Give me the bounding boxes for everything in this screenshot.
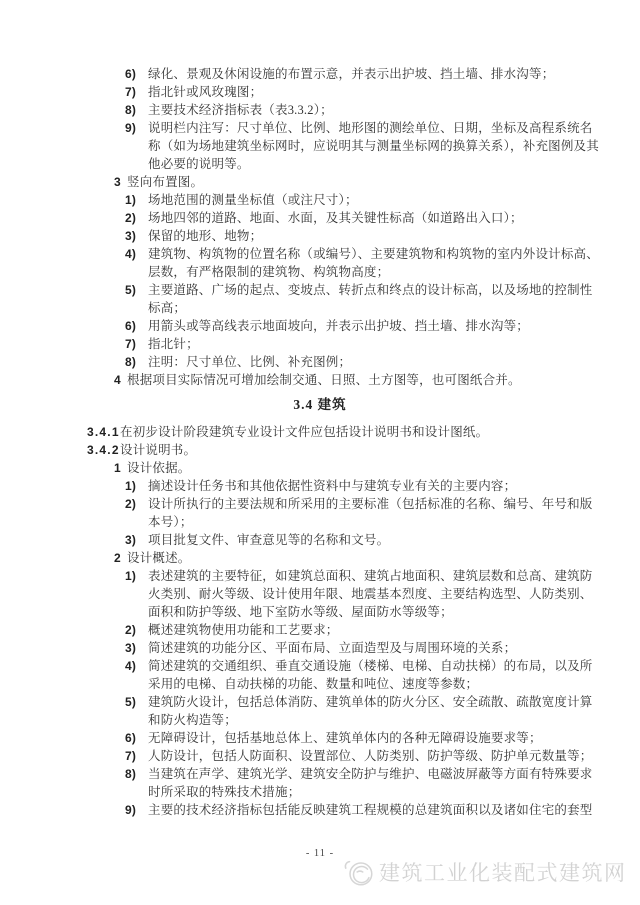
- document-line: [114, 371, 640, 389]
- document-body: [0, 65, 640, 819]
- list-number: 6): [125, 731, 137, 745]
- document-line: [87, 441, 640, 459]
- line-text: 时所采取的特殊技术措施；: [148, 785, 301, 799]
- list-number: 1: [114, 461, 121, 475]
- document-line: [125, 657, 640, 675]
- line-text: 设计说明书。: [120, 443, 197, 457]
- line-text: 绿化、景观及休闲设施的布置示意，并表示出护坡、挡土墙、排水沟等；: [148, 67, 555, 81]
- document-line: [148, 263, 640, 281]
- list-number: 4): [125, 247, 137, 261]
- list-number: 3): [125, 229, 137, 243]
- line-text: 表述建筑的主要特征，如建筑总面积、建筑占地面积、建筑层数和总高、建筑防: [148, 569, 593, 583]
- line-text: 注明：尺寸单位、比例、补充图例；: [148, 355, 352, 369]
- list-number: 2: [114, 551, 121, 565]
- line-text: 竖向布置图。: [127, 175, 204, 189]
- line-text: 建筑防火设计，包括总体消防、建筑单体的防火分区、安全疏散、疏散宽度计算: [148, 695, 593, 709]
- document-line: [125, 531, 640, 549]
- line-text: 层数，有严格限制的建筑物、构筑物高度；: [148, 265, 390, 279]
- list-number: 2): [125, 211, 137, 225]
- list-number: 2): [125, 497, 137, 511]
- document-line: [148, 675, 640, 693]
- document-line: [148, 299, 640, 317]
- line-text: 建筑物、构筑物的位置名称（或编号）、主要建筑物和构筑物的室内外设计标高、: [148, 247, 599, 261]
- line-text: 主要技术经济指标表（表3.3.2）；: [148, 103, 333, 117]
- document-line: [125, 353, 640, 371]
- list-number: 8): [125, 103, 137, 117]
- line-text: 用箭头或等高线表示地面坡向，并表示出护坡、挡土墙、排水沟等；: [148, 319, 530, 333]
- page-number: - 11 -: [305, 848, 335, 859]
- line-text: 指北针；: [148, 337, 199, 351]
- line-text: 场地范围的测量坐标值（或注尺寸）；: [148, 193, 358, 207]
- document-line: [148, 137, 640, 155]
- list-number: 1): [125, 479, 137, 493]
- document-line: [125, 245, 640, 263]
- document-line: [148, 603, 640, 621]
- line-text: 无障碍设计，包括基地总体上、建筑单体内的各种无障碍设施要求等；: [148, 731, 542, 745]
- line-text: 3.4 建筑: [293, 397, 347, 412]
- swirl-logo-icon: [342, 855, 376, 889]
- document-line: [125, 567, 640, 585]
- line-text: 设计依据。: [127, 461, 191, 475]
- document-line: [87, 423, 640, 441]
- list-number: 7): [125, 85, 137, 99]
- document-line: [114, 173, 640, 191]
- document-line: [125, 477, 640, 495]
- document-line: [125, 191, 640, 209]
- document-line: [125, 765, 640, 783]
- watermark: [342, 855, 627, 889]
- list-number: 6): [125, 67, 137, 81]
- document-line: [125, 693, 640, 711]
- line-text: 面积和防护等级、地下室防水等级、屋面防水等级等；: [148, 605, 453, 619]
- list-number: 3.4.2: [87, 443, 120, 457]
- line-text: 设计概述。: [127, 551, 191, 565]
- list-number: 3): [125, 641, 137, 655]
- document-line: [114, 549, 640, 567]
- line-text: 他必要的说明等。: [148, 157, 250, 171]
- document-line: [125, 65, 640, 83]
- line-text: 概述建筑物使用功能和工艺要求；: [148, 623, 339, 637]
- line-text: 设计所执行的主要法规和所采用的主要标准（包括标准的名称、编号、年号和版: [148, 497, 593, 511]
- line-text: 本号）；: [148, 515, 193, 529]
- list-number: 8): [125, 355, 137, 369]
- line-text: 简述建筑的交通组织、垂直交通设施（楼梯、电梯、自动扶梯）的布局，以及所: [148, 659, 593, 673]
- document-line: [125, 747, 640, 765]
- document-line: [114, 459, 640, 477]
- line-text: 根据项目实际情况可增加绘制交通、日照、土方图等，也可图纸合并。: [127, 373, 521, 387]
- list-number: 4): [125, 659, 137, 673]
- list-number: 7): [125, 749, 137, 763]
- document-line: [148, 585, 640, 603]
- document-line: [148, 513, 640, 531]
- line-text: 主要道路、广场的起点、变坡点、转折点和终点的设计标高，以及场地的控制性: [148, 283, 593, 297]
- document-line: [148, 783, 640, 801]
- document-line: [125, 621, 640, 639]
- line-text: 人防设计，包括人防面积、设置部位、人防类别、防护等级、防护单元数量等；: [148, 749, 593, 763]
- document-line: [125, 281, 640, 299]
- document-line: [125, 209, 640, 227]
- list-number: 3.4.1: [87, 425, 120, 439]
- document-line: [125, 335, 640, 353]
- list-number: 1): [125, 569, 137, 583]
- line-text: 和防火构造等；: [148, 713, 237, 727]
- line-text: 火类别、耐火等级、设计使用年限、地震基本烈度、主要结构选型、人防类别、: [148, 587, 593, 601]
- line-text: 在初步设计阶段建筑专业设计文件应包括设计说明书和设计图纸。: [120, 425, 489, 439]
- line-text: 指北针或风玫瑰图；: [148, 85, 263, 99]
- document-line: [125, 119, 640, 137]
- line-text: 当建筑在声学、建筑光学、建筑安全防护与维护、电磁波屏蔽等方面有特殊要求: [148, 767, 593, 781]
- section-heading: [0, 396, 640, 414]
- line-text: 保留的地形、地物；: [148, 229, 263, 243]
- line-text: 说明栏内注写：尺寸单位、比例、地形图的测绘单位、日期，坐标及高程系统名: [148, 121, 593, 135]
- document-line: [148, 711, 640, 729]
- line-text: 摘述设计任务书和其他依据性资料中与建筑专业有关的主要内容；: [148, 479, 517, 493]
- document-line: [125, 801, 640, 819]
- list-number: 5): [125, 695, 137, 709]
- list-number: 2): [125, 623, 137, 637]
- list-number: 8): [125, 767, 137, 781]
- list-number: 4: [114, 373, 121, 387]
- list-number: 5): [125, 283, 137, 297]
- list-number: 7): [125, 337, 137, 351]
- document-line: [125, 227, 640, 245]
- document-line: [125, 101, 640, 119]
- line-text: 场地四邻的道路、地面、水面，及其关键性标高（如道路出入口）；: [148, 211, 523, 225]
- line-text: 项目批复文件、审查意见等的名称和文号。: [148, 533, 390, 547]
- document-line: [125, 639, 640, 657]
- list-number: 1): [125, 193, 137, 207]
- line-text: 称（如为场地建筑坐标网时，应说明其与测量坐标网的换算关系），补充图例及其: [148, 139, 599, 153]
- list-number: 9): [125, 121, 137, 135]
- document-line: [125, 495, 640, 513]
- watermark-text: 建筑工业化装配式建筑网: [379, 862, 627, 885]
- line-text: 采用的电梯、自动扶梯的功能、数量和吨位、速度等参数；: [148, 677, 479, 691]
- line-text: 主要的技术经济指标包括能反映建筑工程规模的总建筑面积以及诸如住宅的套型: [148, 803, 593, 817]
- document-line: [125, 83, 640, 101]
- list-number: 9): [125, 803, 137, 817]
- line-text: 简述建筑的功能分区、平面布局、立面造型及与周围环境的关系；: [148, 641, 517, 655]
- document-line: [148, 155, 640, 173]
- list-number: 6): [125, 319, 137, 333]
- line-text: 标高；: [148, 301, 187, 315]
- document-line: [125, 317, 640, 335]
- list-number: 3): [125, 533, 137, 547]
- document-line: [125, 729, 640, 747]
- list-number: 3: [114, 175, 121, 189]
